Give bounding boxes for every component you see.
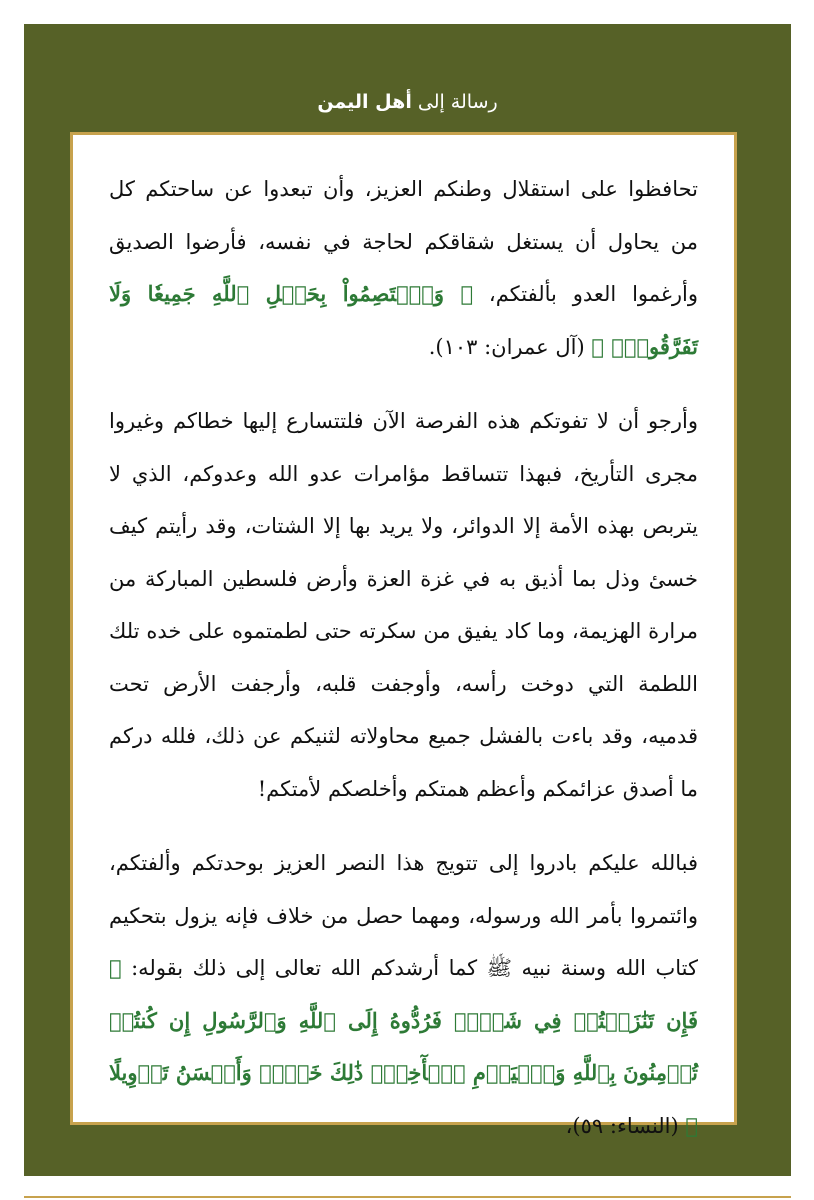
verse-reference: (آل عمران: ١٠٣). xyxy=(428,334,592,359)
header-title-bold: أهل اليمن xyxy=(317,91,412,113)
text-run: فبالله عليكم بادروا إلى تتويج هذا النصر العزيز بوحدتكم وألفتكم، وائتمروا بأمر الله ورسوله، ومهما حصل من خلاف فإنه يزول بتحكيم كتاب الله وسنة نبيه ﷺ كما أرشدكم الله تعالى إلى ذلك بقوله: xyxy=(109,851,698,980)
paragraph-3 xyxy=(109,837,698,1152)
top-margin xyxy=(0,0,814,24)
text-run: تحافظوا على استقلال وطنكم العزيز، وأن تبعدوا عن ساحتكم كل من يحاول أن يستغل شقاقكم لحاجة في نفسه، فأرضوا الصديق وأرغموا العدو بألفتكم، xyxy=(109,177,698,306)
verse-reference: (النساء: ٥٩)، xyxy=(565,1113,686,1138)
quran-verse: ﴿ وَٱعۡتَصِمُواْ بِحَبۡلِ ٱللَّهِ جَمِيعٗا وَلَا تَفَرَّقُواْۚ ﴾ xyxy=(109,281,698,359)
paragraph-2 xyxy=(109,395,698,815)
bottom-divider xyxy=(24,1196,791,1198)
body-text xyxy=(109,163,698,1174)
page-frame xyxy=(24,24,791,1176)
quran-verse: ﴿ فَإِن تَنَٰزَعۡتُمۡ فِي شَيۡءٖ فَرُدُّوهُ إِلَى ٱللَّهِ وَٱلرَّسُولِ إِن كُنتُمۡ تُؤۡمِنُونَ بِٱللَّهِ وَٱلۡيَوۡمِ ٱلۡأٓخِرِۚ ذَٰلِكَ خَيۡرٞ وَأَحۡسَنُ تَأۡوِيلًا ﴾ xyxy=(109,955,698,1138)
paragraph-1 xyxy=(109,163,698,373)
text-panel xyxy=(70,132,737,1138)
text-run: وأرجو أن لا تفوتكم هذه الفرصة الآن فلتتسارع إليها خطاكم وغيروا مجرى التأريخ، فبهذا تتساقط مؤامرات عدو الله وعدوكم، الذي لا يتربص بهذه الأمة إلا الدوائر، ولا يريد بها إلا الشتات، وقد رأيتم كيف خسئ وذل بما أذيق به في غزة العزة وأرض فلسطين المباركة من مرارة الهزيمة، وما كاد يفيق من سكرته حتى لطمتموه على خده تلك اللطمة التي دوخت رأسه، وأوجفت قلبه، وأرجفت الأرض تحت قدميه، وقد باءت بالفشل جميع محاولاته لثنيكم عن ذلك، فلله دركم ما أصدق عزائمكم وأعظم همتكم وأخلصكم لأمتكم! xyxy=(109,409,698,801)
header-title-prefix: رسالة إلى xyxy=(411,91,498,113)
running-header xyxy=(24,82,791,122)
